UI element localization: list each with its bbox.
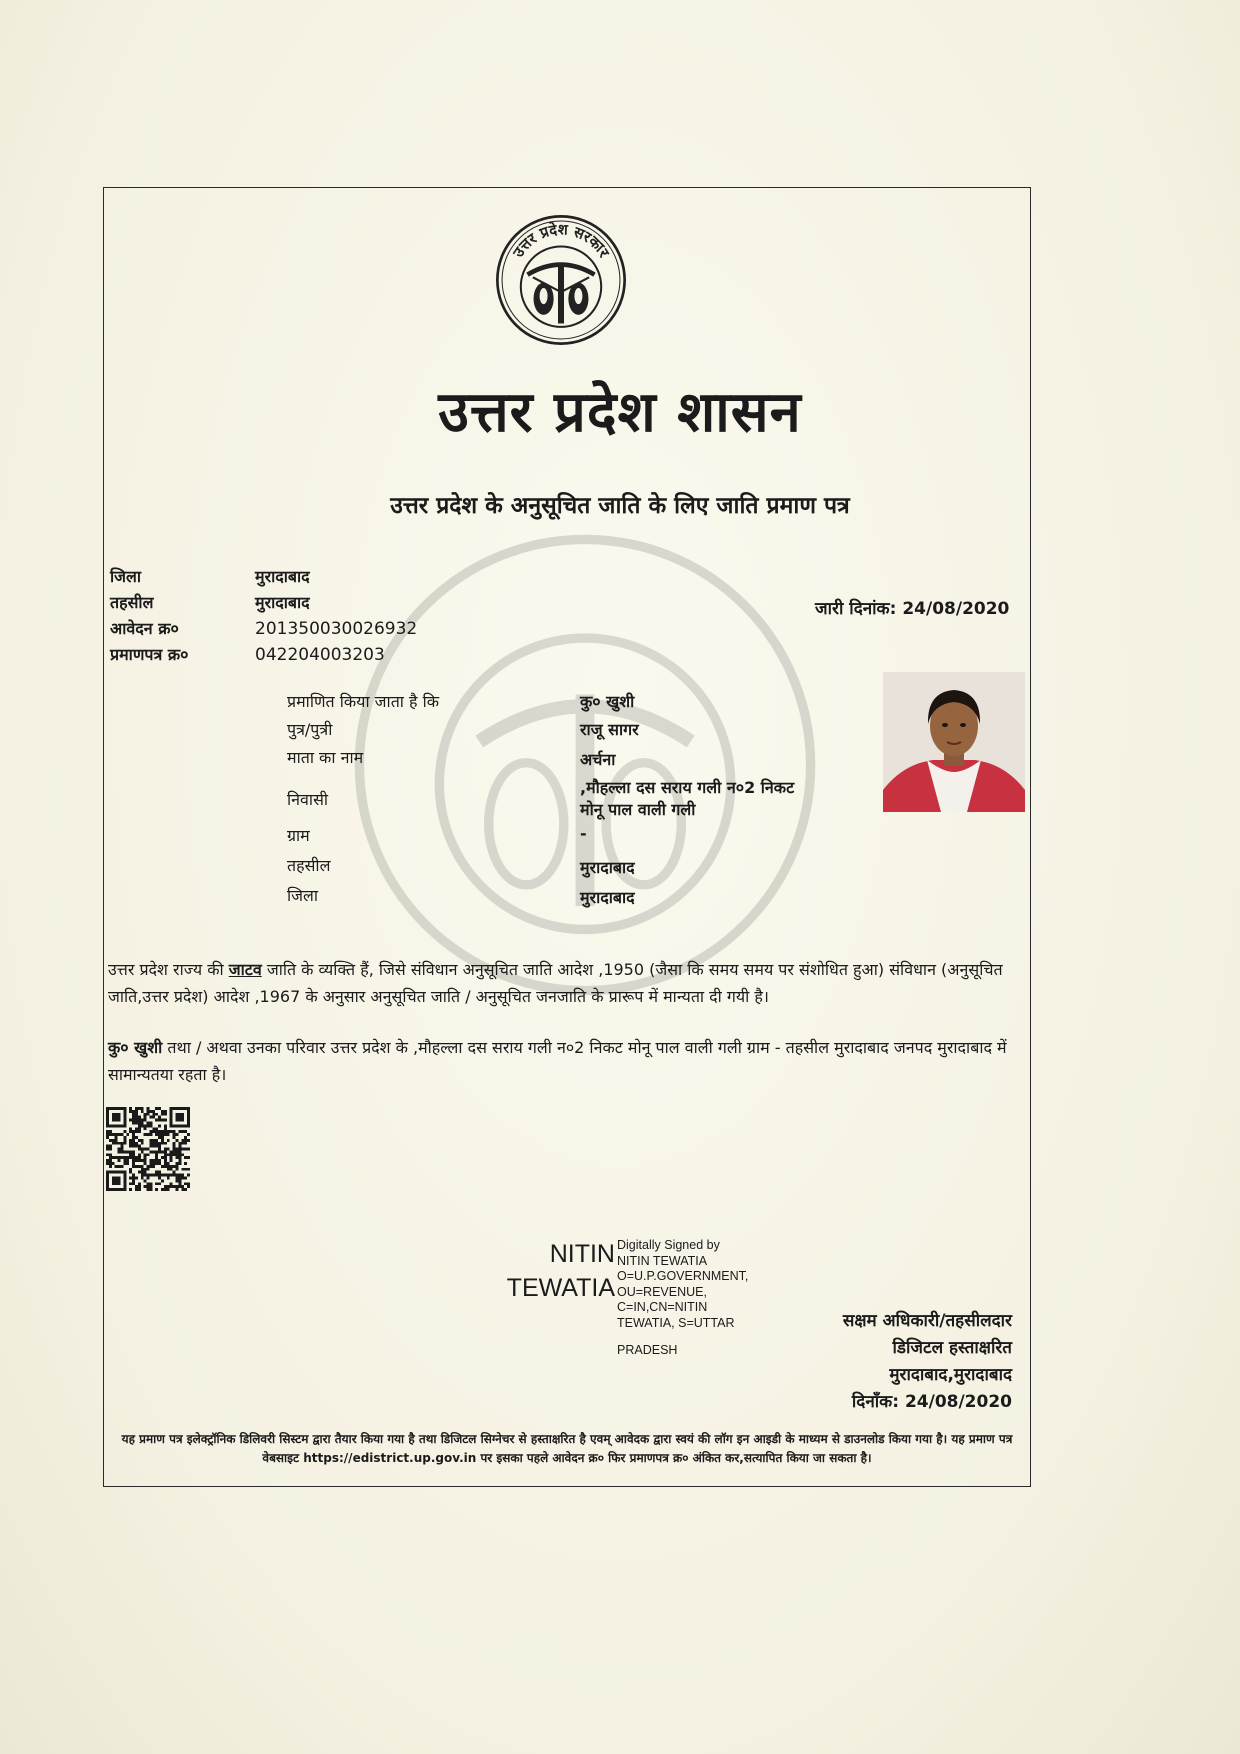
caste-name: जाटव [228, 960, 262, 979]
application-number: 201350030026932 [255, 619, 418, 639]
signature-detail-line: Digitally Signed by [617, 1238, 720, 1252]
digital-signature-details [617, 1238, 748, 1359]
digital-signer-name [480, 1237, 615, 1305]
qr-code-icon [106, 1107, 190, 1191]
issuing-authority [780, 1308, 1012, 1416]
meta-label: आवेदन क्र० [110, 619, 179, 638]
signature-detail-line: OU=REVENUE, [617, 1284, 707, 1299]
signature-detail-line: TEWATIA, S=UTTAR [617, 1315, 735, 1330]
signature-detail-line: C=IN,CN=NITIN [617, 1300, 708, 1314]
meta-label: प्रमाणपत्र क्र० [110, 645, 189, 664]
para-text: उत्तर प्रदेश राज्य की [108, 960, 229, 979]
signature-detail-line: O=U.P.GOVERNMENT, [617, 1269, 749, 1283]
meta-value: मुरादाबाद [255, 567, 310, 586]
authority-designation: सक्षम अधिकारी/तहसीलदार [842, 1311, 1012, 1331]
detail-value: मुरादाबाद [580, 888, 635, 907]
authority-signed-note: डिजिटल हस्ताक्षरित [892, 1338, 1012, 1358]
applicant-photo [883, 672, 1025, 812]
signature-detail-line: NITIN TEWATIA [617, 1253, 708, 1268]
detail-value: - [580, 824, 587, 843]
certificate-title: उत्तर प्रदेश के अनुसूचित जाति के लिए जाति प्रमाण पत्र [390, 493, 850, 519]
signer-name-line: NITIN [549, 1240, 615, 1268]
authority-location: मुरादाबाद,मुरादाबाद [889, 1365, 1012, 1385]
authority-date: दिनाँक: 24/08/2020 [851, 1392, 1012, 1412]
residence-paragraph [108, 1034, 1018, 1088]
meta-row-application-no [110, 617, 417, 643]
para-text: तथा / अथवा उनका परिवार उत्तर प्रदेश के ,मौहल्ला दस सराय गली न०2 निकट मोनू पाल वाली गली ग्राम - तहसील मुरादाबाद जनपद मुरादाबाद में सामान्यतया रहता है। [108, 1038, 1007, 1084]
person-photo-icon [883, 672, 1025, 812]
detail-value-line2: मोनू पाल वाली गली [580, 800, 696, 819]
detail-label: पुत्र/पुत्री [287, 720, 333, 739]
detail-value: राजू सागर [580, 720, 639, 739]
detail-value: अर्चना [580, 750, 616, 769]
government-title: उत्तर प्रदेश शासन [438, 380, 802, 445]
para-text: जाति के व्यक्ति हैं, जिसे संविधान अनुसूचित जाति आदेश ,1950 (जैसा कि समय समय पर संशोधित हुआ) संविधान (अनुसूचित जाति,उत्तर प्रदेश) आदेश ,1967 के अनुसार अनुसूचित जाति / अनुसूचित जनजाति के प्रारूप में मान्यता दी गयी है। [108, 960, 1003, 1006]
detail-label: निवासी [287, 790, 329, 809]
detail-value: मुरादाबाद [580, 858, 635, 877]
applicant-name: कु० खुशी [108, 1038, 163, 1057]
certificate-meta [110, 565, 417, 669]
meta-label: जिला [110, 567, 142, 586]
detail-label: जिला [287, 886, 319, 905]
signature-detail-line: PRADESH [617, 1343, 678, 1357]
issue-date: जारी दिनांक: 24/08/2020 [815, 599, 1010, 619]
meta-row-district [110, 565, 417, 591]
detail-value: ,मौहल्ला दस सराय गली न०2 निकट [580, 778, 795, 797]
certification-paragraph [108, 956, 1018, 1010]
detail-label: ग्राम [287, 826, 310, 845]
emblem-text: उत्तर प्रदेश सरकार [509, 221, 613, 261]
meta-label: तहसील [110, 593, 154, 612]
signer-name-line: TEWATIA [506, 1274, 615, 1302]
meta-row-certificate-no [110, 643, 417, 669]
detail-label: प्रमाणित किया जाता है कि [287, 692, 440, 711]
detail-value: कु० खुशी [580, 692, 635, 711]
meta-value: मुरादाबाद [255, 593, 310, 612]
footer-verification-note: यह प्रमाण पत्र इलेक्ट्रॉनिक डिलिवरी सिस्टम द्वारा तैयार किया गया है तथा डिजिटल सिग्नेचर से हस्ताक्षरित है एवम् आवेदक द्वारा स्वयं की लॉग इन आइडी के माध्यम से डाउनलोड किया गया है। यह प्रमाण पत्र वेबसाइट https://edistrict.up.gov.in पर इसका पहले आवेदन क्र० फिर प्रमाणपत्र क्र० अंकित कर,सत्यापित किया जा सकता है। [121, 1432, 1013, 1465]
up-government-emblem-icon [494, 213, 628, 347]
detail-label: माता का नाम [287, 748, 364, 767]
certificate-number: 042204003203 [255, 645, 385, 665]
meta-row-tehsil [110, 591, 417, 617]
detail-label: तहसील [287, 856, 331, 875]
